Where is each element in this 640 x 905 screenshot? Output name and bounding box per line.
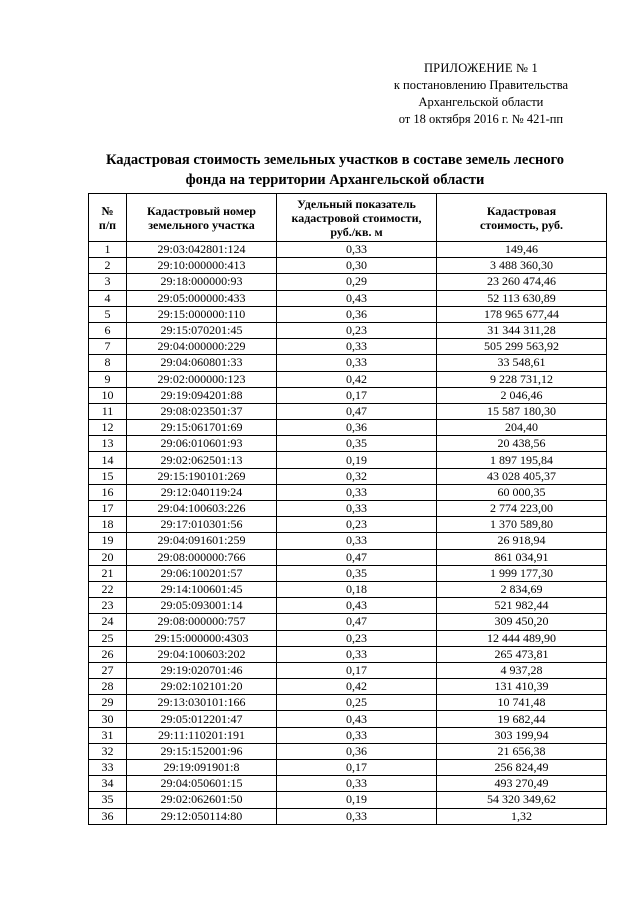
cell-number: 29 — [89, 695, 127, 711]
cell-cadastral-value: 493 270,49 — [437, 776, 607, 792]
cell-specific-value: 0,30 — [277, 258, 437, 274]
table-row — [89, 242, 607, 258]
cell-cadastral-number: 29:06:100201:57 — [127, 565, 277, 581]
cell-cadastral-number: 29:15:000000:4303 — [127, 630, 277, 646]
appendix-line-1: к постановлению Правительства — [393, 78, 568, 92]
cell-number: 23 — [89, 598, 127, 614]
cell-cadastral-value: 12 444 489,90 — [437, 630, 607, 646]
cell-cadastral-value: 20 438,56 — [437, 436, 607, 452]
cell-number: 3 — [89, 274, 127, 290]
cell-number: 16 — [89, 484, 127, 500]
table-row — [89, 808, 607, 824]
table-row — [89, 339, 607, 355]
cell-cadastral-number: 29:12:050114:80 — [127, 808, 277, 824]
table-row — [89, 565, 607, 581]
cell-specific-value: 0,35 — [277, 436, 437, 452]
cell-cadastral-number: 29:15:061701:69 — [127, 420, 277, 436]
cell-cadastral-value: 131 410,39 — [437, 679, 607, 695]
cell-cadastral-number: 29:05:093001:14 — [127, 598, 277, 614]
cell-cadastral-value: 178 965 677,44 — [437, 306, 607, 322]
cell-cadastral-value: 204,40 — [437, 420, 607, 436]
cell-cadastral-value: 43 028 405,37 — [437, 468, 607, 484]
cell-cadastral-value: 1 897 195,84 — [437, 452, 607, 468]
cell-specific-value: 0,33 — [277, 727, 437, 743]
cell-specific-value: 0,43 — [277, 290, 437, 306]
cell-specific-value: 0,17 — [277, 387, 437, 403]
appendix-line-3: от 18 октября 2016 г. № 421-пп — [398, 112, 564, 126]
document-title — [90, 150, 580, 190]
cell-specific-value: 0,25 — [277, 695, 437, 711]
cell-cadastral-value: 15 587 180,30 — [437, 403, 607, 419]
cell-cadastral-value: 2 774 223,00 — [437, 501, 607, 517]
cell-specific-value: 0,42 — [277, 679, 437, 695]
cell-specific-value: 0,33 — [277, 355, 437, 371]
table-row — [89, 727, 607, 743]
cell-number: 12 — [89, 420, 127, 436]
cell-cadastral-number: 29:17:010301:56 — [127, 517, 277, 533]
cell-specific-value: 0,33 — [277, 646, 437, 662]
cell-number: 11 — [89, 403, 127, 419]
cell-number: 22 — [89, 581, 127, 597]
table-row — [89, 306, 607, 322]
header-number — [89, 194, 127, 242]
cell-cadastral-value: 9 228 731,12 — [437, 371, 607, 387]
table-row — [89, 274, 607, 290]
cell-cadastral-number: 29:06:010601:93 — [127, 436, 277, 452]
table-row — [89, 290, 607, 306]
header-cadastral-number — [127, 194, 277, 242]
cell-cadastral-number: 29:14:100601:45 — [127, 581, 277, 597]
header-cadastral-value-line: стоимость, руб. — [480, 217, 563, 232]
table-row — [89, 630, 607, 646]
cell-number: 35 — [89, 792, 127, 808]
cell-cadastral-number: 29:15:152001:96 — [127, 743, 277, 759]
cell-specific-value: 0,33 — [277, 339, 437, 355]
cell-cadastral-number: 29:02:102101:20 — [127, 679, 277, 695]
table-header-row — [89, 194, 607, 242]
cell-cadastral-number: 29:08:023501:37 — [127, 403, 277, 419]
table-row — [89, 452, 607, 468]
cell-specific-value: 0,32 — [277, 468, 437, 484]
appendix-line-2: Архангельской области — [418, 95, 544, 109]
cell-number: 15 — [89, 468, 127, 484]
table-row — [89, 420, 607, 436]
table-row — [89, 436, 607, 452]
table-row — [89, 549, 607, 565]
cell-cadastral-value: 309 450,20 — [437, 614, 607, 630]
cell-specific-value: 0,33 — [277, 242, 437, 258]
table-row — [89, 387, 607, 403]
cell-cadastral-number: 29:02:062601:50 — [127, 792, 277, 808]
table-row — [89, 743, 607, 759]
cell-cadastral-number: 29:15:190101:269 — [127, 468, 277, 484]
cell-specific-value: 0,19 — [277, 792, 437, 808]
cell-cadastral-value: 1,32 — [437, 808, 607, 824]
cell-cadastral-number: 29:19:094201:88 — [127, 387, 277, 403]
table-body — [89, 242, 607, 825]
header-specific-value-line: Удельный показатель — [297, 196, 416, 211]
cell-number: 26 — [89, 646, 127, 662]
cell-cadastral-value: 33 548,61 — [437, 355, 607, 371]
cell-specific-value: 0,36 — [277, 743, 437, 759]
cell-specific-value: 0,33 — [277, 484, 437, 500]
cell-cadastral-number: 29:13:030101:166 — [127, 695, 277, 711]
table-row — [89, 533, 607, 549]
cell-cadastral-value: 10 741,48 — [437, 695, 607, 711]
cell-specific-value: 0,47 — [277, 403, 437, 419]
cell-number: 10 — [89, 387, 127, 403]
cell-cadastral-value: 2 834,69 — [437, 581, 607, 597]
cell-number: 30 — [89, 711, 127, 727]
cell-cadastral-value: 3 488 360,30 — [437, 258, 607, 274]
cell-cadastral-number: 29:04:000000:229 — [127, 339, 277, 355]
header-cadastral-number-line: Кадастровый номер — [147, 203, 256, 218]
cell-number: 31 — [89, 727, 127, 743]
cell-number: 18 — [89, 517, 127, 533]
cell-number: 32 — [89, 743, 127, 759]
cell-cadastral-number: 29:05:012201:47 — [127, 711, 277, 727]
table-row — [89, 355, 607, 371]
cell-number: 7 — [89, 339, 127, 355]
cell-specific-value: 0,18 — [277, 581, 437, 597]
cell-specific-value: 0,17 — [277, 662, 437, 678]
cell-cadastral-value: 256 824,49 — [437, 760, 607, 776]
cell-number: 17 — [89, 501, 127, 517]
cell-cadastral-number: 29:03:042801:124 — [127, 242, 277, 258]
cell-number: 27 — [89, 662, 127, 678]
table-row — [89, 776, 607, 792]
cell-specific-value: 0,47 — [277, 549, 437, 565]
table-row — [89, 711, 607, 727]
table-row — [89, 517, 607, 533]
cell-specific-value: 0,36 — [277, 420, 437, 436]
cell-cadastral-number: 29:04:050601:15 — [127, 776, 277, 792]
cell-specific-value: 0,33 — [277, 776, 437, 792]
cell-cadastral-number: 29:18:000000:93 — [127, 274, 277, 290]
cell-cadastral-number: 29:19:091901:8 — [127, 760, 277, 776]
table-row — [89, 614, 607, 630]
cell-number: 9 — [89, 371, 127, 387]
cell-number: 36 — [89, 808, 127, 824]
cell-cadastral-value: 2 046,46 — [437, 387, 607, 403]
cell-number: 2 — [89, 258, 127, 274]
cell-number: 25 — [89, 630, 127, 646]
table-row — [89, 484, 607, 500]
cell-number: 19 — [89, 533, 127, 549]
cell-specific-value: 0,36 — [277, 306, 437, 322]
cell-cadastral-number: 29:04:100603:202 — [127, 646, 277, 662]
cell-cadastral-number: 29:15:000000:110 — [127, 306, 277, 322]
cell-cadastral-number: 29:02:000000:123 — [127, 371, 277, 387]
cell-specific-value: 0,43 — [277, 598, 437, 614]
cell-cadastral-value: 1 999 177,30 — [437, 565, 607, 581]
header-number-line: № — [101, 203, 114, 218]
cell-number: 8 — [89, 355, 127, 371]
cell-cadastral-number: 29:05:000000:433 — [127, 290, 277, 306]
cell-cadastral-value: 19 682,44 — [437, 711, 607, 727]
header-number-line: п/п — [98, 217, 117, 232]
cell-cadastral-value: 26 918,94 — [437, 533, 607, 549]
table-row — [89, 679, 607, 695]
cell-cadastral-value: 265 473,81 — [437, 646, 607, 662]
cell-cadastral-number: 29:19:020701:46 — [127, 662, 277, 678]
table-row — [89, 322, 607, 338]
cell-cadastral-value: 54 320 349,62 — [437, 792, 607, 808]
cell-number: 24 — [89, 614, 127, 630]
cell-cadastral-value: 303 199,94 — [437, 727, 607, 743]
cell-number: 1 — [89, 242, 127, 258]
header-specific-value-line: руб./кв. м — [330, 224, 383, 239]
cell-cadastral-number: 29:04:091601:259 — [127, 533, 277, 549]
table-row — [89, 371, 607, 387]
cell-specific-value: 0,23 — [277, 630, 437, 646]
cell-cadastral-number: 29:02:062501:13 — [127, 452, 277, 468]
cadastral-value-table — [88, 193, 607, 825]
table-row — [89, 598, 607, 614]
cell-cadastral-number: 29:08:000000:766 — [127, 549, 277, 565]
table-row — [89, 646, 607, 662]
cell-number: 5 — [89, 306, 127, 322]
header-cadastral-number-line: земельного участка — [148, 217, 255, 232]
cell-number: 13 — [89, 436, 127, 452]
table-row — [89, 792, 607, 808]
document-title-line-2: фонда на территории Архангельской области — [185, 172, 485, 188]
cell-specific-value: 0,29 — [277, 274, 437, 290]
cell-number: 4 — [89, 290, 127, 306]
cell-cadastral-value: 60 000,35 — [437, 484, 607, 500]
cell-number: 14 — [89, 452, 127, 468]
table-row — [89, 760, 607, 776]
cell-cadastral-number: 29:12:040119:24 — [127, 484, 277, 500]
table-row — [89, 258, 607, 274]
cell-cadastral-number: 29:10:000000:413 — [127, 258, 277, 274]
cell-cadastral-value: 4 937,28 — [437, 662, 607, 678]
cell-cadastral-number: 29:15:070201:45 — [127, 322, 277, 338]
cell-cadastral-number: 29:08:000000:757 — [127, 614, 277, 630]
cell-number: 34 — [89, 776, 127, 792]
cell-specific-value: 0,33 — [277, 533, 437, 549]
appendix-block — [394, 60, 568, 128]
cell-cadastral-value: 505 299 563,92 — [437, 339, 607, 355]
cell-cadastral-value: 521 982,44 — [437, 598, 607, 614]
cell-cadastral-value: 1 370 589,80 — [437, 517, 607, 533]
cell-specific-value: 0,19 — [277, 452, 437, 468]
cell-cadastral-value: 52 113 630,89 — [437, 290, 607, 306]
table-row — [89, 581, 607, 597]
header-specific-value-line: кадастровой стоимости, — [291, 210, 422, 225]
appendix-title: ПРИЛОЖЕНИЕ № 1 — [423, 61, 538, 75]
cell-specific-value: 0,17 — [277, 760, 437, 776]
header-cadastral-value — [437, 194, 607, 242]
cell-number: 28 — [89, 679, 127, 695]
cell-specific-value: 0,23 — [277, 322, 437, 338]
cell-specific-value: 0,33 — [277, 501, 437, 517]
cell-cadastral-value: 31 344 311,28 — [437, 322, 607, 338]
cell-specific-value: 0,43 — [277, 711, 437, 727]
cell-number: 21 — [89, 565, 127, 581]
cell-cadastral-value: 21 656,38 — [437, 743, 607, 759]
cell-specific-value: 0,23 — [277, 517, 437, 533]
table-row — [89, 501, 607, 517]
header-cadastral-value-line: Кадастровая — [486, 203, 557, 218]
cell-cadastral-number: 29:11:110201:191 — [127, 727, 277, 743]
cell-number: 20 — [89, 549, 127, 565]
document-title-line-1: Кадастровая стоимость земельных участков в составе земель лесного — [105, 152, 565, 168]
cell-specific-value: 0,47 — [277, 614, 437, 630]
table-row — [89, 468, 607, 484]
cell-cadastral-value: 149,46 — [437, 242, 607, 258]
cell-specific-value: 0,42 — [277, 371, 437, 387]
cell-specific-value: 0,33 — [277, 808, 437, 824]
cell-number: 6 — [89, 322, 127, 338]
cell-cadastral-value: 861 034,91 — [437, 549, 607, 565]
table-row — [89, 695, 607, 711]
table-row — [89, 662, 607, 678]
cell-cadastral-number: 29:04:100603:226 — [127, 501, 277, 517]
cell-cadastral-value: 23 260 474,46 — [437, 274, 607, 290]
table-row — [89, 403, 607, 419]
cell-specific-value: 0,35 — [277, 565, 437, 581]
cell-number: 33 — [89, 760, 127, 776]
header-specific-value — [277, 194, 437, 242]
cell-cadastral-number: 29:04:060801:33 — [127, 355, 277, 371]
